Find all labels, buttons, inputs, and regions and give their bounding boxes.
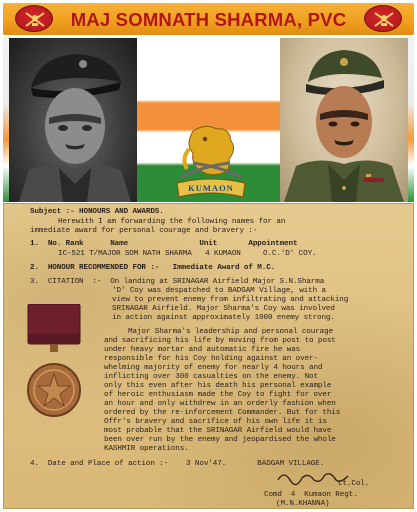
citation-line: SRINAGAR Airfield. Major Sharma's Coy was involved [112,305,335,313]
title-banner [3,3,414,35]
citation-paragraph-line: under heavy mortar and automatic fire he was [104,346,301,354]
citation-paragraph-line: only this even after his death his personal example [104,382,332,390]
nominee-table-row: IC-521 T/MAJOR SOM NATH SHARMA 4 KUMAON O.C.'D' COY. [58,250,317,258]
citation-paragraph-line: and sacrificing his life by moving from post to post [104,337,336,345]
intro-line: Herewith I am forwarding the following names for an [58,218,286,226]
citation-paragraph-line: of heroic enthusiasm made the Coy to fight for over [104,391,332,399]
citation-paragraph-line: KASHMIR operations. [104,445,189,453]
badge-label: KUMAON [188,183,234,193]
citation-paragraph-line: whelming majority of enemy for nearly 4 hours and [104,364,323,372]
citation-document [3,203,414,509]
photo-strip [3,37,414,202]
portrait-painting [280,38,408,202]
kumaon-regiment-badge [171,119,251,201]
citation-paragraph-line: an hour and only withdrew in an orderly fashion when [104,400,336,408]
citation-paragraph-line: Major Sharma's leadership and personal courage [128,328,334,336]
citation-paragraph-line: most probable that the SRINAGAR Airfield would have [104,427,332,435]
signature-unit: Comd 4 Kumaon Regt. [264,491,358,499]
signature-rank: Lt.Col. [338,480,370,488]
army-crest-icon [364,5,402,32]
intro-line: immediate award for personal courage and bravery :- [30,227,258,235]
subject-line: Subject :- HONOURS AND AWARDS. [30,208,164,216]
date-place-of-action: 4. Date and Place of action :- 3 Nov'47. BADGAM VILLAGE. [30,460,325,468]
nominee-table-header: 1. No. Rank Name Unit Appointment [30,240,298,248]
military-cross-medal [26,304,82,430]
citation-paragraph-line: inflicting over 300 casualties on the enemy. Not [104,373,318,381]
citation-paragraph-line: been over run by the enemy and jeopardised the whole [104,436,336,444]
army-crest-icon [15,5,53,32]
portrait-photo [9,38,137,202]
citation-line: 'D' Coy was despatched to BADGAM Village, with a [112,287,326,295]
signature-name: (M.N.KHANNA) [276,500,330,508]
citation-paragraph-line: ordered by the re-inforcement Commander. But for this [104,409,341,417]
citation-paragraph-line: Offr's bravery and sacrifice of his own life it is [104,418,327,426]
citation-line: in action against approximately 1000 enemy strong. [112,314,335,322]
citation-line: view to prevent enemy from infiltrating and attacking [112,296,349,304]
citation-paragraph-line: responsible for his Coy holding against an over- [104,355,318,363]
citation-line: 3. CITATION :- On landing at SRINAGAR Airfield Major S.N.Sharma [30,278,325,286]
honour-recommended: 2. HONOUR RECOMMENDED FOR :- Immediate Award of M.C. [30,264,276,272]
page-title: MAJ SOMNATH SHARMA, PVC [70,9,347,30]
